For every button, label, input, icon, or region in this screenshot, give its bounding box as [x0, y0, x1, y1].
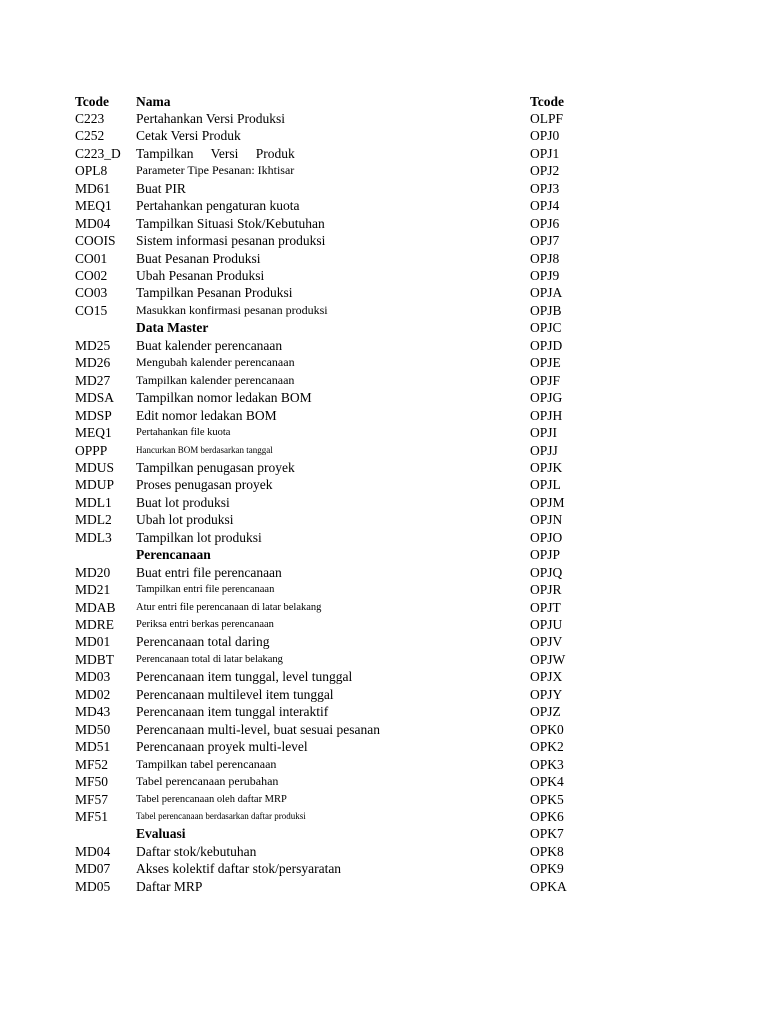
name-cell: Edit nomor ledakan BOM — [136, 407, 277, 423]
table-row — [0, 459, 768, 476]
tcode-cell: MD04 — [75, 843, 111, 859]
tcode-cell: CO01 — [75, 250, 108, 266]
header-nama: Nama — [136, 93, 171, 109]
table-row — [0, 267, 768, 284]
tcode-cell-2: OPJG — [530, 390, 563, 406]
tcode-cell: MD50 — [75, 721, 111, 737]
table-row — [0, 180, 768, 197]
table-row — [0, 127, 768, 144]
name-cell: Tabel perencanaan oleh daftar MRP — [136, 793, 287, 805]
tcode-cell-2: OPJL — [530, 477, 561, 493]
tcode-cell: MD27 — [75, 372, 111, 388]
table-row — [0, 703, 768, 720]
tcode-cell: MF50 — [75, 774, 109, 790]
tcode-cell-2: OPJE — [530, 355, 561, 371]
tcode-cell: MEQ1 — [75, 425, 112, 441]
name-cell: Pertahankan Versi Produksi — [136, 110, 285, 126]
name-cell: Ubah lot produksi — [136, 512, 234, 528]
tcode-cell: MD43 — [75, 704, 111, 720]
name-cell: Perencanaan total di latar belakang — [136, 653, 283, 665]
tcode-cell-2: OPJ9 — [530, 268, 560, 283]
tcode-cell: CO03 — [75, 285, 108, 301]
table-row — [0, 860, 768, 877]
tcode-cell: C223_D — [75, 145, 121, 161]
tcode-cell: MD05 — [75, 878, 111, 894]
table-row — [0, 791, 768, 808]
name-cell: Tampilkan lot produksi — [136, 529, 262, 545]
tcode-cell-2: OPJK — [530, 459, 563, 475]
tcode-cell-2: OPK8 — [530, 843, 564, 859]
tcode-cell-2: OPJF — [530, 372, 561, 388]
name-cell: Masukkan konfirmasi pesanan produksi — [136, 302, 328, 317]
name-cell: Mengubah kalender perencanaan — [136, 355, 295, 370]
table-row — [0, 616, 768, 633]
name-cell: Tampilkan kalender perencanaan — [136, 372, 295, 387]
name-cell: Tampilkan entri file perencanaan — [136, 584, 275, 596]
name-cell: Pertahankan file kuota — [136, 427, 231, 439]
tcode-cell: MD02 — [75, 686, 111, 702]
name-cell: Perencanaan multi-level, buat sesuai pesanan — [136, 721, 381, 737]
tcode-cell-2: OPK2 — [530, 739, 564, 755]
table-row — [0, 372, 768, 389]
name-cell: Cetak Versi Produk — [136, 128, 241, 144]
tcode-cell-2: OPJM — [530, 494, 565, 510]
name-cell: Akses kolektif daftar stok/persyaratan — [136, 861, 342, 877]
tcode-cell-2: OPK6 — [530, 808, 564, 824]
tcode-cell-2: OPK4 — [530, 774, 564, 790]
table-row — [0, 599, 768, 616]
name-cell: Perencanaan multilevel item tunggal — [136, 686, 334, 702]
table-row — [0, 232, 768, 249]
tcode-cell: MD25 — [75, 337, 111, 353]
table-row — [0, 529, 768, 546]
tcode-cell-2: OPJR — [530, 582, 562, 598]
tcode-cell-2: OPJO — [530, 529, 563, 545]
name-cell: Perencanaan proyek multi-level — [136, 739, 308, 755]
tcode-cell-2: OPK3 — [530, 756, 564, 772]
table-row — [0, 756, 768, 773]
tcode-cell-2: OPJJ — [530, 442, 558, 458]
tcode-cell: MDUS — [75, 459, 115, 475]
name-cell: Hancurkan BOM berdasarkan tanggal — [136, 444, 273, 455]
tcode-cell-2: OPJU — [530, 617, 563, 632]
tcode-cell-2: OPJ8 — [530, 250, 560, 266]
table-row — [0, 319, 768, 336]
tcode-cell-2: OPK9 — [530, 861, 564, 877]
tcode-cell: MD26 — [75, 355, 111, 371]
header-row — [0, 93, 768, 110]
name-cell: Sistem informasi pesanan produksi — [136, 233, 326, 249]
table-row — [0, 808, 768, 825]
tcode-cell: MD07 — [75, 861, 111, 877]
table-row — [0, 546, 768, 563]
section-heading: Evaluasi — [136, 826, 186, 842]
tcode-cell-2: OPJH — [530, 407, 563, 423]
table-row — [0, 651, 768, 668]
tcode-cell: OPPP — [75, 442, 108, 458]
tcode-cell: MD21 — [75, 582, 111, 598]
name-cell: Pertahankan pengaturan kuota — [136, 198, 300, 214]
table-row — [0, 215, 768, 232]
tcode-cell-2: OPJZ — [530, 704, 561, 720]
name-cell: Buat entri file perencanaan — [136, 564, 282, 580]
tcode-cell: C252 — [75, 128, 105, 144]
table-row — [0, 389, 768, 406]
table-row — [0, 162, 768, 179]
tcode-cell-2: OPJP — [530, 547, 561, 563]
table-row — [0, 424, 768, 441]
tcode-cell-2: OLPF — [530, 110, 564, 126]
name-cell: Daftar MRP — [136, 878, 203, 894]
tcode-cell: MD61 — [75, 180, 111, 196]
tcode-cell: MDL1 — [75, 494, 112, 510]
tcode-cell: MD20 — [75, 564, 111, 580]
table-row — [0, 721, 768, 738]
name-cell: Tampilkan tabel perencanaan — [136, 756, 277, 771]
name-cell: Tampilkan nomor ledakan BOM — [136, 390, 312, 406]
table-row — [0, 250, 768, 267]
table-row — [0, 825, 768, 842]
tcode-cell: MD01 — [75, 634, 111, 650]
name-cell: Buat lot produksi — [136, 494, 230, 510]
name-cell: Buat PIR — [136, 180, 186, 196]
tcode-cell-2: OPK0 — [530, 721, 564, 737]
tcode-cell-2: OPJ1 — [530, 145, 560, 161]
table-row — [0, 581, 768, 598]
table-row — [0, 337, 768, 354]
table-row — [0, 110, 768, 127]
tcode-cell: COOIS — [75, 233, 116, 249]
tcode-cell: MF51 — [75, 808, 109, 824]
tcode-cell-2: OPJ0 — [530, 128, 560, 144]
tcode-cell-2: OPJY — [530, 686, 563, 702]
tcode-cell-2: OPJA — [530, 285, 563, 301]
tcode-cell-2: OPJ3 — [530, 180, 560, 196]
header-tcode-2: Tcode — [530, 93, 565, 109]
name-cell: Periksa entri berkas perencanaan — [136, 619, 274, 630]
tcode-cell-2: OPJB — [530, 302, 562, 318]
table-row — [0, 843, 768, 860]
tcode-cell: MDUP — [75, 477, 115, 493]
table-row — [0, 633, 768, 650]
tcode-cell: CO02 — [75, 268, 108, 283]
table-row — [0, 511, 768, 528]
name-cell: Tabel perencanaan perubahan — [136, 774, 279, 789]
name-cell: Ubah Pesanan Produksi — [136, 268, 265, 283]
table-row — [0, 878, 768, 895]
table-row — [0, 284, 768, 301]
tcode-cell-2: OPJV — [530, 634, 563, 650]
table-row — [0, 668, 768, 685]
table-row — [0, 686, 768, 703]
tcode-cell-2: OPJW — [530, 651, 566, 667]
name-cell: Buat kalender perencanaan — [136, 337, 283, 353]
table-row — [0, 145, 768, 162]
name-cell: Atur entri file perencanaan di latar belakang — [136, 601, 322, 613]
section-heading: Data Master — [136, 320, 209, 336]
tcode-cell: MEQ1 — [75, 198, 112, 214]
tcode-cell-2: OPJQ — [530, 564, 563, 580]
table-row — [0, 354, 768, 371]
tcode-cell-2: OPJ7 — [530, 233, 560, 249]
table-row — [0, 407, 768, 424]
table-row — [0, 564, 768, 581]
header-tcode: Tcode — [75, 93, 110, 109]
tcode-cell: C223 — [75, 110, 105, 126]
name-cell: Perencanaan total daring — [136, 634, 270, 650]
tcode-cell: MDL3 — [75, 529, 112, 545]
name-cell: Proses penugasan proyek — [136, 477, 273, 493]
table-row — [0, 302, 768, 319]
tcode-cell: MF57 — [75, 791, 109, 807]
tcode-cell-2: OPJX — [530, 669, 563, 685]
name-cell: Tampilkan Pesanan Produksi — [136, 285, 293, 301]
tcode-cell-2: OPJT — [530, 599, 561, 615]
tcode-cell: MDAB — [75, 599, 116, 615]
tcode-cell-2: OPJI — [530, 425, 558, 441]
table-row — [0, 494, 768, 511]
tcode-cell: MDSA — [75, 390, 115, 406]
name-cell: Tampilkan penugasan proyek — [136, 459, 295, 475]
tcode-cell-2: OPJN — [530, 512, 563, 528]
name-cell: Tabel perencanaan berdasarkan daftar produksi — [136, 810, 306, 821]
tcode-cell: MF52 — [75, 756, 109, 772]
table-row — [0, 773, 768, 790]
name-cell: Perencanaan item tunggal, level tunggal — [136, 669, 353, 685]
tcode-cell: MD04 — [75, 215, 111, 231]
table-row — [0, 476, 768, 493]
name-cell: Daftar stok/kebutuhan — [136, 843, 257, 859]
tcode-cell-2: OPJD — [530, 337, 563, 353]
tcode-cell-2: OPJC — [530, 320, 562, 336]
tcode-cell: OPL8 — [75, 163, 108, 179]
tcode-cell: MD51 — [75, 739, 111, 755]
tcode-cell-2: OPKA — [530, 878, 567, 894]
tcode-cell: CO15 — [75, 302, 108, 318]
name-cell: Tampilkan Versi Produk — [136, 145, 295, 161]
table-row — [0, 738, 768, 755]
tcode-cell: MD03 — [75, 669, 111, 685]
name-cell: Tampilkan Situasi Stok/Kebutuhan — [136, 215, 325, 231]
tcode-cell-2: OPJ4 — [530, 198, 560, 214]
tcode-cell-2: OPK5 — [530, 791, 564, 807]
name-cell: Buat Pesanan Produksi — [136, 250, 261, 266]
name-cell: Parameter Tipe Pesanan: Ikhtisar — [136, 163, 295, 178]
table-row — [0, 442, 768, 459]
tcode-cell: MDBT — [75, 651, 115, 667]
name-cell: Perencanaan item tunggal interaktif — [136, 704, 329, 720]
table-row — [0, 197, 768, 214]
tcode-cell-2: OPJ2 — [530, 163, 560, 179]
tcode-cell-2: OPJ6 — [530, 215, 560, 231]
section-heading: Perencanaan — [136, 547, 211, 563]
tcode-cell: MDSP — [75, 407, 112, 423]
tcode-cell-2: OPK7 — [530, 826, 564, 842]
tcode-cell: MDRE — [75, 617, 115, 632]
tcode-cell: MDL2 — [75, 512, 112, 528]
